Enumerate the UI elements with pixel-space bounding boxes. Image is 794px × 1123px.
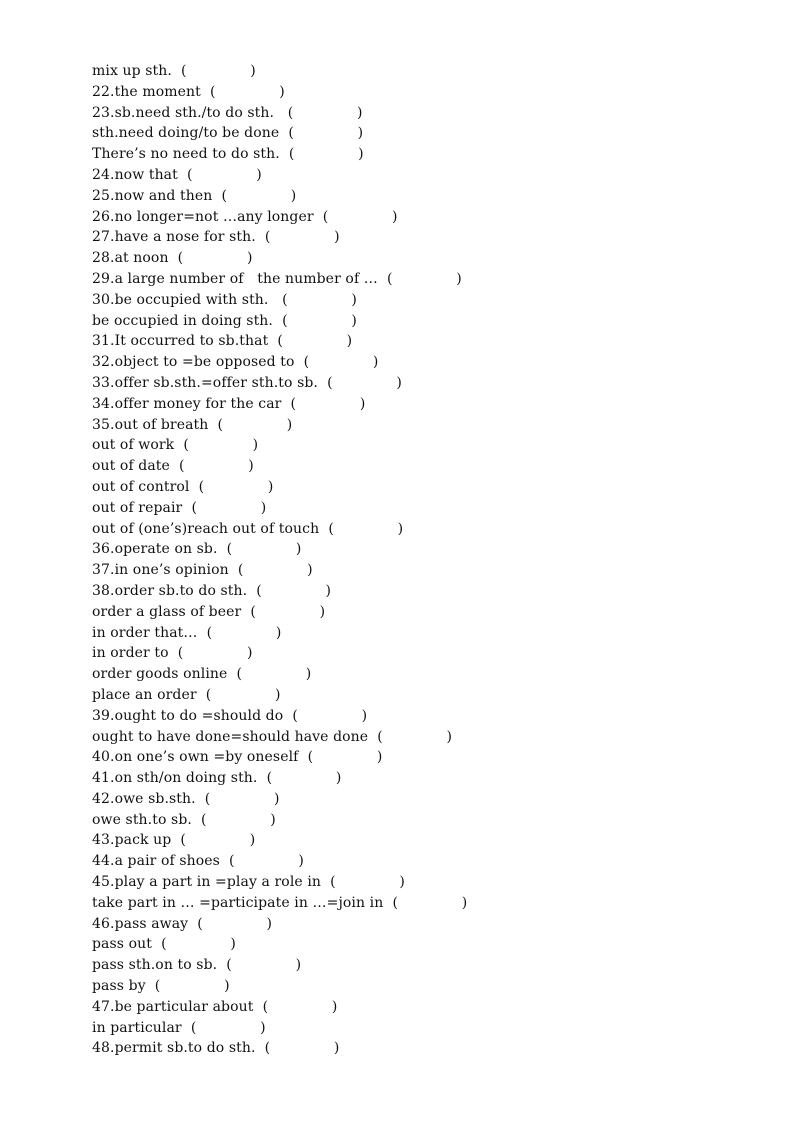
phrase-line: mix up sth. ( ): [92, 63, 256, 79]
phrase-line: 48.permit sb.to do sth. ( ): [92, 1040, 340, 1057]
phrase-line: 47.be particular about ( ): [92, 998, 338, 1015]
phrase-line: take part in … =participate in …=join in ( ): [92, 894, 468, 911]
phrase-line: 31.It occurred to sb.that ( ): [92, 333, 353, 350]
phrase-line: 35.out of breath ( ): [92, 416, 293, 433]
phrase-line: in particular ( ): [92, 1019, 266, 1036]
phrase-line: 33.offer sb.sth.=offer sth.to sb. ( ): [92, 374, 402, 391]
phrase-line: 39.ought to do =should do ( ): [92, 707, 368, 724]
phrase-line: out of (one’s)reach out of touch ( ): [92, 520, 404, 537]
phrase-line: 26.no longer=not …any longer ( ): [92, 208, 398, 225]
phrase-line: out of date ( ): [92, 458, 254, 475]
phrase-line: ought to have done=should have done ( ): [92, 728, 453, 745]
phrase-line: 42.owe sb.sth. ( ): [92, 790, 280, 807]
phrase-line: There’s no need to do sth. ( ): [92, 146, 364, 163]
phrase-line: in order that… ( ): [92, 624, 282, 641]
phrase-line: 40.on one’s own =by oneself ( ): [92, 749, 383, 766]
phrase-line: 44.a pair of shoes ( ): [92, 853, 304, 870]
phrase-line: pass out ( ): [92, 936, 236, 953]
phrase-line: out of work ( ): [92, 437, 259, 454]
phrase-line: 27.have a nose for sth. ( ): [92, 229, 340, 246]
phrase-line: 32.object to =be opposed to ( ): [92, 354, 379, 371]
phrase-line: sth.need doing/to be done ( ): [92, 125, 364, 142]
phrase-line: 37.in one’s opinion ( ): [92, 562, 313, 579]
phrase-line: 34.offer money for the car ( ): [92, 395, 366, 412]
phrase-line: 46.pass away ( ): [92, 915, 273, 932]
phrase-line: in order to ( ): [92, 645, 253, 662]
phrase-line: 28.at noon ( ): [92, 250, 253, 267]
phrase-line: 43.pack up ( ): [92, 832, 256, 849]
phrase-line: 45.play a part in =play a role in ( ): [92, 874, 405, 891]
phrase-line: 41.on sth/on doing sth. ( ): [92, 770, 342, 787]
phrase-line: 38.order sb.to do sth. ( ): [92, 582, 332, 599]
phrase-line: be occupied in doing sth. ( ): [92, 312, 357, 329]
phrase-line: 30.be occupied with sth. ( ): [92, 291, 357, 308]
phrase-line: 23.sb.need sth./to do sth. ( ): [92, 104, 363, 121]
phrase-line: out of repair ( ): [92, 499, 267, 516]
phrase-line: owe sth.to sb. ( ): [92, 811, 276, 828]
phrase-line: out of control ( ): [92, 478, 274, 495]
phrase-line: 29.a large number of the number of … ( ): [92, 270, 462, 287]
phrase-line: pass by ( ): [92, 978, 230, 995]
phrase-line: place an order ( ): [92, 686, 281, 703]
phrase-line: pass sth.on to sb. ( ): [92, 957, 302, 974]
phrase-line: 24.now that ( ): [92, 166, 262, 183]
phrase-list: [92, 61, 752, 1059]
phrase-line: order a glass of beer ( ): [92, 603, 326, 620]
phrase-line: 22.the moment ( ): [92, 83, 285, 100]
phrase-line: 25.now and then ( ): [92, 187, 297, 204]
phrase-line: 36.operate on sb. ( ): [92, 541, 302, 558]
phrase-line: order goods online ( ): [92, 666, 312, 683]
